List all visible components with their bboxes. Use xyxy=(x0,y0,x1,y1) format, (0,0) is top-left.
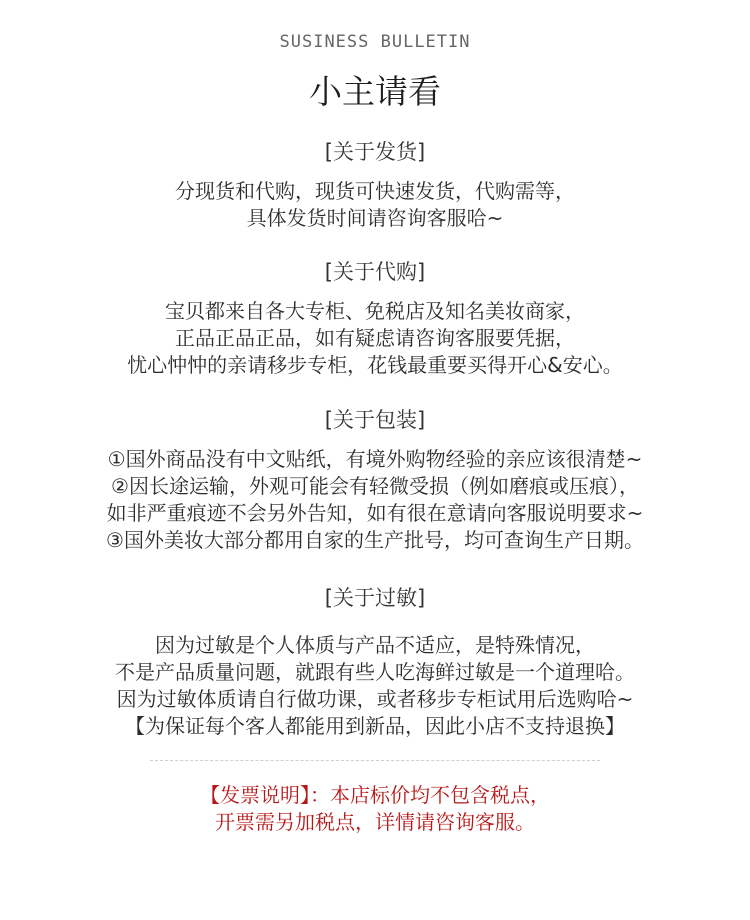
purchasing-text xyxy=(0,298,750,379)
invoice-notice xyxy=(0,782,750,836)
shipping-line: 分现货和代购，现货可快速发货，代购需等， xyxy=(175,179,575,203)
allergy-line: 因为过敏体质请自行做功课，或者移步专柜试用后选购哈~ xyxy=(116,687,634,711)
no-return-notice: 【为保证每个客人都能用到新品，因此小店不支持退换】 xyxy=(125,714,625,738)
packaging-line: 如非严重痕迹不会另外告知，如有很在意请向客服说明要求~ xyxy=(106,501,644,525)
invoice-line: 【发票说明】：本店标价均不包含税点， xyxy=(200,783,550,807)
shipping-heading: [关于发货] xyxy=(324,140,426,164)
packaging-heading: [关于包装] xyxy=(324,408,426,432)
allergy-heading: [关于过敏] xyxy=(324,586,426,610)
shipping-line: 具体发货时间请咨询客服哈~ xyxy=(246,206,504,230)
bulletin-kicker: SUSINESS BULLETIN xyxy=(279,32,471,52)
section-divider xyxy=(150,760,600,761)
shipping-text xyxy=(0,178,750,232)
purchasing-heading: [关于代购] xyxy=(324,260,426,284)
page-title: 小主请看 xyxy=(309,72,441,111)
allergy-line: 因为过敏是个人体质与产品不适应，是特殊情况， xyxy=(155,633,595,657)
purchasing-line: 正品正品正品，如有疑虑请咨询客服要凭据， xyxy=(175,326,575,350)
purchasing-line: 宝贝都来自各大专柜、免税店及知名美妆商家， xyxy=(165,299,585,323)
packaging-line: ①国外商品没有中文贴纸，有境外购物经验的亲应该很清楚~ xyxy=(107,447,643,471)
packaging-line: ③国外美妆大部分都用自家的生产批号，均可查询生产日期。 xyxy=(106,528,644,552)
allergy-text xyxy=(0,632,750,740)
invoice-line: 开票需另加税点，详情请咨询客服。 xyxy=(215,810,535,834)
allergy-line: 不是产品质量问题，就跟有些人吃海鲜过敏是一个道理哈。 xyxy=(115,660,635,684)
purchasing-line: 忧心忡忡的亲请移步专柜，花钱最重要买得开心&安心。 xyxy=(127,353,623,377)
packaging-text xyxy=(0,446,750,554)
packaging-line: ②因长途运输，外观可能会有轻微受损（例如磨痕或压痕）， xyxy=(111,474,639,498)
